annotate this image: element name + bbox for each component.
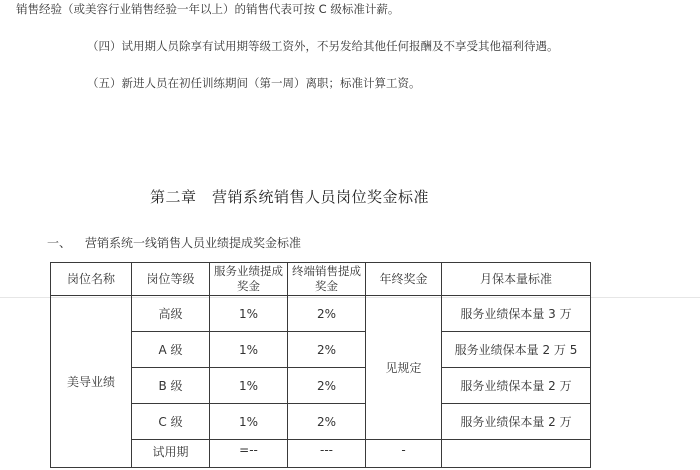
cell-terminal-rate: 2% bbox=[288, 332, 366, 368]
cell-service-rate: 1% bbox=[210, 296, 288, 332]
table-row bbox=[51, 296, 591, 332]
cell-terminal-rate: --- bbox=[288, 440, 366, 468]
header-position: 岗位名称 bbox=[51, 263, 132, 296]
header-service-bonus: 服务业绩提成奖金 bbox=[210, 263, 288, 296]
paragraph-c-level-note: 销售经验（或美容行业销售经验一年以上）的销售代表可按 C 级标准计薪。 bbox=[16, 2, 400, 16]
table-row bbox=[51, 440, 591, 468]
paragraph-new-hire-leave: （五）新进人员在初任训练期间（第一周）离职；标准计算工资。 bbox=[87, 76, 421, 90]
cell-service-rate: 1% bbox=[210, 368, 288, 404]
cell-annual-bonus: - bbox=[366, 440, 442, 468]
section-heading bbox=[47, 234, 301, 251]
cell-service-rate: 1% bbox=[210, 332, 288, 368]
cell-level: C 级 bbox=[132, 404, 210, 440]
section-number: 一、 bbox=[47, 236, 72, 250]
cell-position-name: 美导业绩 bbox=[51, 296, 132, 468]
header-level: 岗位等级 bbox=[132, 263, 210, 296]
table-row bbox=[51, 368, 591, 404]
header-terminal-bonus: 终端销售提成奖金 bbox=[288, 263, 366, 296]
cell-level: B 级 bbox=[132, 368, 210, 404]
cell-annual-bonus: 见规定 bbox=[366, 296, 442, 440]
table-row bbox=[51, 404, 591, 440]
cell-level: 试用期 bbox=[132, 440, 210, 468]
cell-terminal-rate: 2% bbox=[288, 404, 366, 440]
bonus-table bbox=[50, 262, 591, 468]
cell-quota: 服务业绩保本量 2 万 bbox=[442, 368, 591, 404]
cell-quota: 服务业绩保本量 3 万 bbox=[442, 296, 591, 332]
table-header-row bbox=[51, 263, 591, 296]
paragraph-probation-pay: （四）试用期人员除享有试用期等级工资外，不另发给其他任何报酬及不享受其他福利待遇。 bbox=[87, 39, 559, 53]
cell-terminal-rate: 2% bbox=[288, 296, 366, 332]
cell-quota: 服务业绩保本量 2 万 bbox=[442, 404, 591, 440]
cell-level: A 级 bbox=[132, 332, 210, 368]
header-annual-bonus: 年终奖金 bbox=[366, 263, 442, 296]
cell-quota bbox=[442, 440, 591, 468]
chapter-title: 第二章 营销系统销售人员岗位奖金标准 bbox=[150, 188, 430, 206]
cell-terminal-rate: 2% bbox=[288, 368, 366, 404]
header-monthly-quota: 月保本量标准 bbox=[442, 263, 591, 296]
cell-service-rate: =-- bbox=[210, 440, 288, 468]
cell-quota: 服务业绩保本量 2 万 5 bbox=[442, 332, 591, 368]
cell-service-rate: 1% bbox=[210, 404, 288, 440]
table-row bbox=[51, 332, 591, 368]
section-title: 营销系统一线销售人员业绩提成奖金标准 bbox=[85, 236, 302, 250]
cell-level: 高级 bbox=[132, 296, 210, 332]
